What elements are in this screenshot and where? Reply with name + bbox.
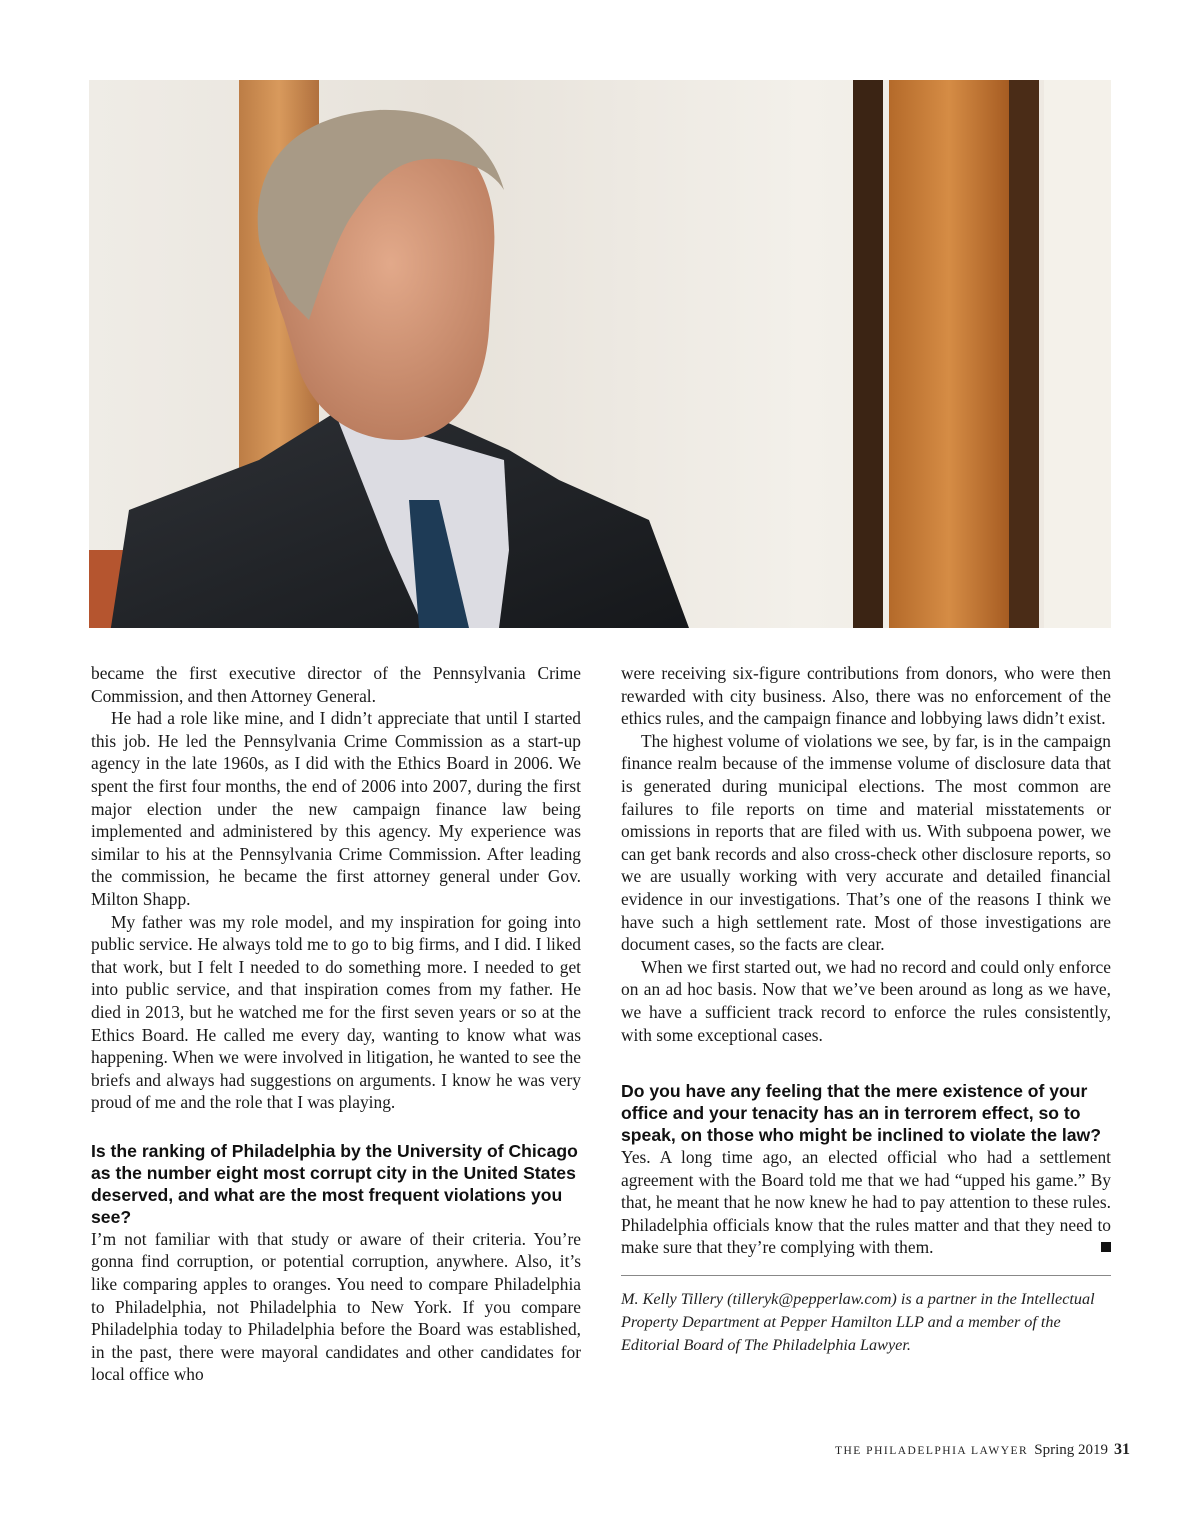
interview-question: Do you have any feeling that the mere existence of your office and your tenacity has an in terrorem effect, so to speak, on those who might be inclined to violate the law? — [621, 1081, 1101, 1146]
page-number: 31 — [1114, 1441, 1130, 1458]
author-bio: M. Kelly Tillery (tilleryk@pepperlaw.com) is a partner in the Intellectual Property Department at Pepper Hamilton LLP and a member of the Editorial Board of The Philadelphia Lawyer. — [621, 1290, 1095, 1355]
paragraph: The highest volume of violations we see, by far, is in the campaign finance realm because of the immense volume of disclosure data that is generated during municipal elections. The most common are failures to file reports on time and material misstatements or omissions in reports that are filed with us. With subpoena power, we can get bank records and also cross-check other disclosure reports, so we are usually working with very accurate and detailed financial evidence in our investigations. That’s one of the reasons I think we have such a high settlement rate. Most of those investigations are document cases, so the facts are clear. — [621, 730, 1111, 955]
interview-question: Is the ranking of Philadelphia by the University of Chicago as the number eight most corrupt city in the United States deserved, and what are the most frequent violations you see? — [91, 1140, 578, 1227]
paragraph-text: Yes. A long time ago, an elected official who had a settlement agreement with the Board told me that we had “upped his game.” By that, he meant that he now knew he had to pay attention to these rules. Philadelphia officials know that the rules matter and that they need to make sure that they’re complying with them. — [621, 1147, 1111, 1258]
paragraph: became the first executive director of the Pennsylvania Crime Commission, and then Attorney General. — [91, 663, 581, 706]
end-mark-icon — [1101, 1242, 1111, 1252]
paragraph: He had a role like mine, and I didn’t appreciate that until I started this job. He led the Pennsylvania Crime Commission as a start-up agency in the late 1960s, as I did with the Ethics Board in 2006. We spent the first four months, the end of 2006 into 2007, during the first major election under the new campaign finance law being implemented and administered by this agency. My experience was similar to his at the Pennsylvania Crime Commission. After leading the commission, he became the first attorney general under Gov. Milton Shapp. — [91, 708, 581, 909]
paragraph: I’m not familiar with that study or aware of their criteria. You’re gonna find corruption, or potential corruption, anywhere. Also, it’s like comparing apples to oranges. You need to compare Philadelphia to Philadelphia, not Philadelphia to New York. If you compare Philadelphia today to Philadelphia before the Board was established, in the past, there were mayoral candidates and other candidates for local office who — [91, 1228, 581, 1385]
issue-season: Spring 2019 — [1034, 1442, 1108, 1458]
paragraph-with-endmark — [621, 1146, 1111, 1259]
paragraph: When we first started out, we had no record and could only enforce on an ad hoc basis. Now that we’ve been around as long as we have, we have a sufficient track record to enforce the rules consistently, with some exceptional cases. — [621, 956, 1111, 1045]
publication-name: THE PHILADELPHIA LAWYER — [834, 1445, 1029, 1457]
divider — [621, 1275, 1111, 1276]
right-column — [621, 662, 1111, 1357]
paragraph: were receiving six-figure contributions from donors, who were then rewarded with city business. Also, there was no enforcement of the ethics rules, and the campaign finance and lobbying laws didn’t exist. — [621, 663, 1111, 729]
portrait-photo — [89, 80, 1111, 628]
left-column — [91, 662, 581, 1386]
paragraph: My father was my role model, and my inspiration for going into public service. He always told me to go to big firms, and I did. I liked that work, but I felt I needed to do something more. I needed to get into public service, and that inspiration comes from my father. He died in 2013, but he watched me for the first seven years or so at the Ethics Board. He called me every day, wanting to know what was happening. When we were involved in litigation, he wanted to see the briefs and always had suggestions on arguments. I know he was very proud of me and the role that I was playing. — [91, 911, 581, 1113]
page-footer — [835, 1441, 1130, 1459]
